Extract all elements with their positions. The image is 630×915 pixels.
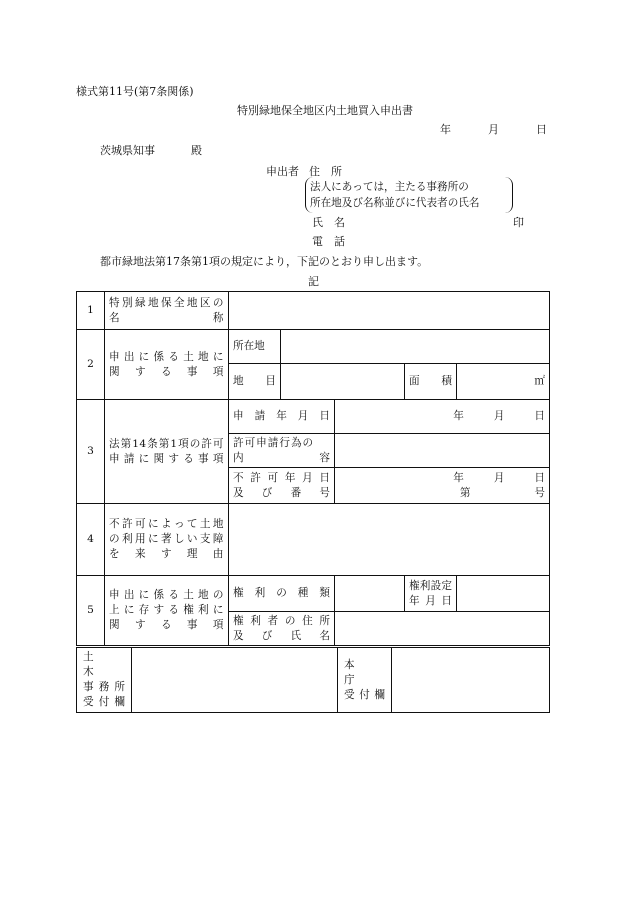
land-category-text: 地 目	[233, 375, 276, 387]
statement-text: 都市緑地法第17条第1項の規定により，下記のとおり申し出ます。	[100, 255, 429, 268]
row4-label-line3: を 来 す 理 由	[109, 548, 224, 560]
addressee	[100, 145, 202, 158]
row3-label	[105, 400, 229, 504]
civil-line3: 受付欄	[83, 696, 125, 708]
row2-number: 2	[77, 330, 105, 400]
area-unit: ㎡	[534, 375, 546, 387]
ref-gou: 号	[534, 486, 546, 499]
date-day: 日	[536, 123, 547, 136]
refusal-label	[229, 468, 335, 504]
application-date-text: 申請年月日	[233, 410, 330, 422]
row-right-type	[77, 576, 550, 612]
permit-act-line2: 内 容	[233, 451, 330, 464]
receipt-table	[76, 647, 550, 713]
holder-line2: 及 び 氏 名	[233, 629, 330, 642]
holder-line1: 権利者の住所	[233, 614, 330, 627]
refusal-date	[339, 471, 545, 486]
document-title: 特別緑地保全地区内土地買入申出書	[237, 104, 413, 117]
addressee-suffix: 殿	[191, 144, 202, 157]
right-type-label	[229, 576, 335, 612]
right-type-text: 権利の種類	[233, 587, 330, 599]
row-green-area-name	[77, 292, 550, 330]
right-date-value[interactable]	[457, 576, 550, 612]
addressee-name: 茨城県知事	[100, 144, 155, 157]
area-value[interactable]	[457, 364, 550, 400]
corporate-note-bracket	[305, 177, 513, 213]
ref-day: 日	[534, 471, 546, 484]
hq-receipt[interactable]	[392, 648, 550, 713]
app-day: 日	[534, 410, 546, 422]
land-category-value[interactable]	[281, 364, 405, 400]
row2-label-line2: 関 す る 事 項	[109, 365, 224, 378]
refusal-line2: 及 び 番 号	[233, 486, 330, 499]
seal-mark: 印	[513, 216, 524, 229]
date-year: 年	[440, 123, 451, 136]
row4-label-line2: の利用に著しい支障	[109, 533, 224, 545]
row1-number: 1	[77, 292, 105, 330]
app-month: 月	[493, 410, 505, 422]
row1-label-line1: 特別緑地保全地区の	[109, 296, 224, 309]
civil-line1: 土 木	[83, 651, 115, 678]
right-type-value[interactable]	[335, 576, 405, 612]
right-date-line1: 権利設定	[409, 579, 452, 592]
civil-office-label	[77, 648, 132, 713]
right-date-line2: 年月日	[409, 594, 452, 607]
row-land-location	[77, 330, 550, 364]
ref-dai: 第	[459, 486, 471, 499]
row5-label-line3: 関 す る 事 項	[109, 619, 224, 631]
form-number: 様式第11号(第7条関係)	[76, 85, 194, 98]
permit-act-label	[229, 434, 335, 468]
row4-label	[105, 504, 229, 576]
row3-label-line1: 法第14条第1項の許可	[109, 437, 224, 450]
corporate-note-line1: 法人にあっては，主たる事務所の	[310, 181, 469, 193]
row2-label	[105, 330, 229, 400]
ki-heading: 記	[308, 275, 319, 288]
hq-line1: 本 庁	[344, 658, 376, 686]
row5-label-line2: 上に存する権利に	[109, 604, 224, 616]
civil-office-receipt[interactable]	[132, 648, 338, 713]
holder-label	[229, 612, 335, 646]
date-month: 月	[488, 123, 499, 136]
application-date-value[interactable]	[335, 400, 550, 434]
address-label: 住 所	[309, 165, 342, 178]
ref-month: 月	[493, 471, 505, 484]
row-application-date	[77, 400, 550, 434]
name-label: 氏 名	[312, 216, 345, 229]
location-value[interactable]	[281, 330, 550, 364]
row4-number: 4	[77, 504, 105, 576]
refusal-number	[339, 486, 545, 501]
permit-act-value[interactable]	[335, 434, 550, 468]
row2-label-line1: 申出に係る土地に	[109, 350, 224, 363]
row3-number: 3	[77, 400, 105, 504]
location-label: 所在地	[229, 330, 281, 364]
row1-label-line2: 名 称	[109, 311, 224, 324]
row5-label	[105, 576, 229, 646]
row-refusal-reason	[77, 504, 550, 576]
date-line	[440, 124, 547, 137]
phone-label: 電 話	[312, 235, 345, 248]
ref-year: 年	[453, 471, 464, 484]
corporate-note-line2: 所在地及び名称並びに代表者の氏名	[310, 197, 480, 209]
row1-value[interactable]	[229, 292, 550, 330]
row1-label	[105, 292, 229, 330]
application-date-label	[229, 400, 335, 434]
name-line	[312, 217, 524, 230]
application-table	[76, 291, 550, 646]
permit-act-line1: 許可申請行為の	[233, 436, 315, 449]
right-date-label	[405, 576, 457, 612]
refusal-line1: 不許可年月日	[233, 471, 330, 484]
hq-label	[338, 648, 392, 713]
holder-value[interactable]	[335, 612, 550, 646]
receipt-row	[77, 648, 550, 713]
civil-line2: 事務所	[83, 681, 125, 693]
refusal-value[interactable]	[335, 468, 550, 504]
area-text: 面 積	[409, 375, 452, 387]
applicant-label: 申出者	[266, 165, 299, 178]
row5-label-line1: 申出に係る土地の	[109, 589, 224, 601]
row5-number: 5	[77, 576, 105, 646]
row3-label-line2: 申請に関する事項	[109, 452, 224, 465]
area-label	[405, 364, 457, 400]
hq-line2: 受付欄	[344, 688, 385, 701]
row4-label-line1: 不許可によって土地	[109, 518, 224, 530]
app-year: 年	[453, 410, 464, 422]
land-category-label	[229, 364, 281, 400]
row4-value[interactable]	[229, 504, 550, 576]
